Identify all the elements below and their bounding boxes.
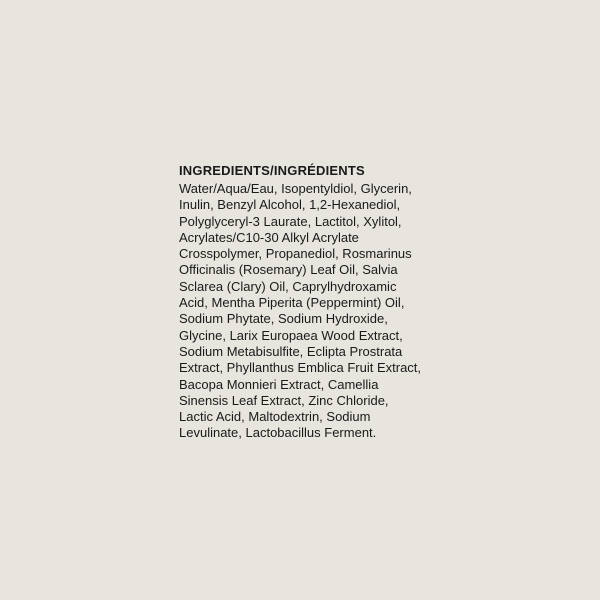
ingredients-line: Lactic Acid, Maltodextrin, Sodium — [179, 409, 371, 425]
ingredients-line: Glycine, Larix Europaea Wood Extract, — [179, 327, 403, 343]
ingredients-line: Sinensis Leaf Extract, Zinc Chloride, — [179, 392, 389, 408]
ingredients-line: Sclarea (Clary) Oil, Caprylhydroxamic — [179, 278, 397, 294]
ingredients-line: Water/Aqua/Eau, Isopentyldiol, Glycerin, — [179, 181, 412, 196]
ingredients-list — [179, 181, 439, 442]
ingredients-line: Officinalis (Rosemary) Leaf Oil, Salvia — [179, 262, 398, 278]
ingredients-line: Bacopa Monnieri Extract, Camellia — [179, 376, 379, 392]
ingredients-line: Crosspolymer, Propanediol, Rosmarinus — [179, 246, 412, 262]
ingredients-line: Levulinate, Lactobacillus Ferment. — [179, 425, 377, 441]
ingredients-line: Acrylates/C10-30 Alkyl Acrylate — [179, 229, 359, 245]
ingredients-panel — [179, 161, 439, 442]
ingredients-line: Sodium Phytate, Sodium Hydroxide, — [179, 311, 388, 327]
ingredients-line: Acid, Mentha Piperita (Peppermint) Oil, — [179, 295, 405, 311]
ingredients-line: Polyglyceryl-3 Laurate, Lactitol, Xylitol, — [179, 213, 402, 229]
ingredients-line: Sodium Metabisulfite, Eclipta Prostrata — [179, 343, 403, 359]
ingredients-line: Inulin, Benzyl Alcohol, 1,2-Hexanediol, — [179, 197, 401, 213]
ingredients-heading: INGREDIENTS/INGRÉDIENTS — [179, 163, 365, 178]
ingredients-line: Extract, Phyllanthus Emblica Fruit Extract, — [179, 360, 422, 376]
